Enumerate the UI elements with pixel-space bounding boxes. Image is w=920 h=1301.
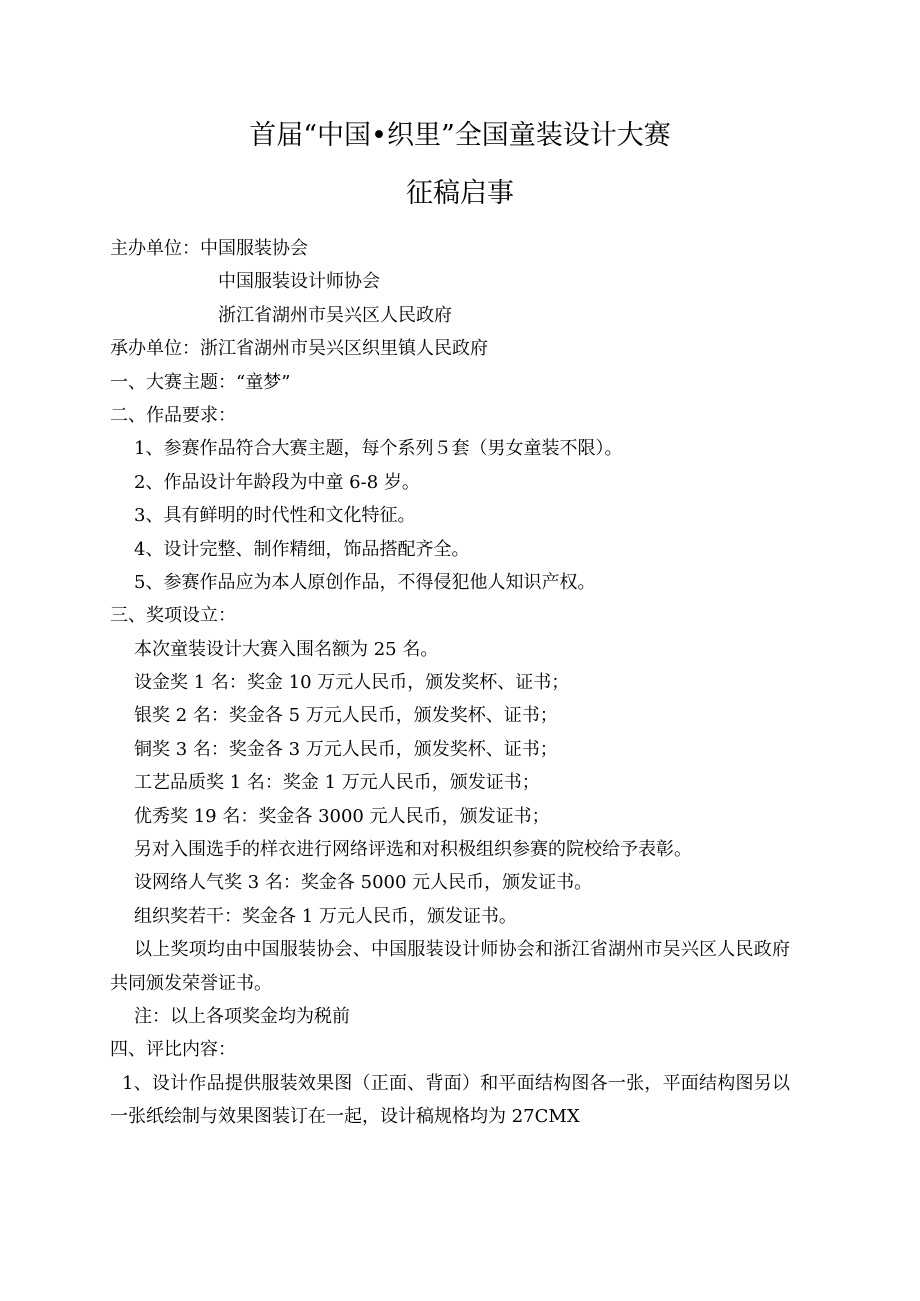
evaluation-paragraph: 1、设计作品提供服装效果图（正面、背面）和平面结构图各一张，平面结构图另以一张纸绘制与效果图装订在一起，设计稿规格均为 27CMX (110, 1072, 790, 1128)
list-item: 设金奖 1 名：奖金 10 万元人民币，颁发奖杯、证书； (134, 672, 570, 694)
list-item: 2、作品设计年龄段为中童 6-8 岁。 (134, 471, 420, 493)
list-item: 另对入围选手的样衣进行网络评选和对积极组织参赛的院校给予表彰。 (134, 839, 692, 861)
award-note-paragraph: 以上奖项均由中国服装协会、中国服装设计师协会和浙江省湖州市吴兴区人民政府共同颁发荣誉证书。 (110, 939, 790, 994)
list-item: 铜奖 3 名：奖金各 3 万元人民币，颁发奖杯、证书； (134, 738, 558, 760)
organizer-line: 浙江省湖州市吴兴区人民政府 (218, 304, 452, 326)
list-item: 本次童装设计大赛入围名额为 25 名。 (134, 638, 439, 660)
list-item: 3、具有鲜明的时代性和文化特征。 (134, 505, 416, 527)
list-item: 银奖 2 名：奖金各 5 万元人民币，颁发奖杯、证书； (134, 705, 558, 727)
section-heading: 一、大赛主题：“童梦” (110, 371, 291, 393)
section-heading: 二、作品要求： (110, 404, 236, 426)
document-body (110, 232, 790, 1134)
list-item: 工艺品质奖 1 名：奖金 1 万元人民币，颁发证书； (134, 772, 540, 794)
organizer-line: 主办单位：中国服装协会 (110, 238, 308, 259)
list-item: 5、参赛作品应为本人原创作品，不得侵犯他人知识产权。 (134, 571, 596, 593)
section-heading: 三、奖项设立： (110, 605, 236, 627)
list-item: 优秀奖 19 名：奖金各 3000 元人民币，颁发证书； (134, 805, 550, 827)
section-heading: 四、评比内容： (110, 1039, 236, 1061)
tax-note: 注：以上各项奖金均为税前 (134, 1006, 350, 1028)
list-item: 1、参赛作品符合大赛主题，每个系列５套（男女童装不限）。 (134, 438, 623, 460)
list-item: 4、设计完整、制作精细，饰品搭配齐全。 (134, 538, 470, 560)
document-title: 首届“中国•织里”全国童装设计大赛 (249, 120, 671, 151)
list-item: 组织奖若干：奖金各 1 万元人民币，颁发证书。 (134, 905, 517, 927)
list-item: 设网络人气奖 3 名：奖金各 5000 元人民币，颁发证书。 (134, 872, 593, 894)
document-subtitle: 征稿启事 (406, 178, 514, 209)
organizer-line: 中国服装设计师协会 (218, 271, 380, 293)
co-organizer-line: 承办单位：浙江省湖州市吴兴区织里镇人民政府 (110, 338, 488, 360)
